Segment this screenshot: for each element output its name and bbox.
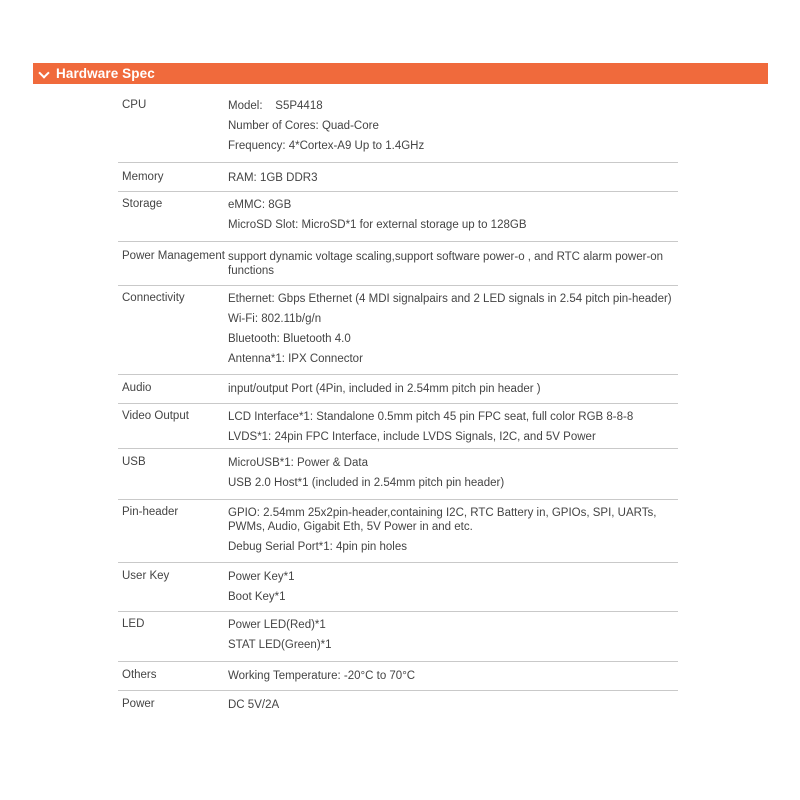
spec-value-line: MicroSD Slot: MicroSD*1 for external storage up to 128GB <box>228 219 527 231</box>
spec-table <box>118 93 678 721</box>
spec-value-line: Bluetooth: Bluetooth 4.0 <box>228 333 351 345</box>
section-title: Hardware Spec <box>56 66 155 81</box>
spec-row <box>118 163 678 192</box>
spec-value-line: Wi-Fi: 802.11b/g/n <box>228 313 322 325</box>
spec-value-line: GPIO: 2.54mm 25x2pin-header,containing I2C, RTC Battery in, GPIOs, SPI, UARTs, PWMs, Audio, Gigabit Eth, 5V Power in and etc. <box>228 507 660 533</box>
spec-value-line: LCD Interface*1: Standalone 0.5mm pitch 45 pin FPC seat, full color RGB 8-8-8 <box>228 411 634 423</box>
spec-value-line: RAM: 1GB DDR3 <box>228 172 318 184</box>
spec-value-line: Power LED(Red)*1 <box>228 619 326 631</box>
spec-value-line: Working Temperature: -20°C to 70°C <box>228 670 416 682</box>
spec-values <box>228 163 678 191</box>
spec-value-line: Number of Cores: Quad-Core <box>228 120 379 132</box>
spec-row <box>118 500 678 563</box>
spec-values <box>228 242 678 285</box>
spec-value-line: eMMC: 8GB <box>228 199 292 211</box>
section-header[interactable] <box>33 63 768 84</box>
chevron-down-icon[interactable] <box>39 63 51 84</box>
spec-value-line: LVDS*1: 24pin FPC Interface, include LVDS Signals, I2C, and 5V Power <box>228 431 596 443</box>
spec-value-line: support dynamic voltage scaling,support software power-o , and RTC alarm power-on functions <box>228 251 667 277</box>
spec-values <box>228 192 678 241</box>
spec-values <box>228 500 678 562</box>
spec-label: Others <box>122 669 157 681</box>
spec-label: Power <box>122 698 155 710</box>
spec-values <box>228 662 678 690</box>
spec-row <box>118 449 678 500</box>
spec-values <box>228 691 678 721</box>
spec-value-line: Debug Serial Port*1: 4pin pin holes <box>228 541 408 553</box>
spec-values <box>228 375 678 403</box>
spec-row <box>118 242 678 286</box>
spec-label: Storage <box>122 198 163 210</box>
spec-row <box>118 192 678 242</box>
spec-label: Connectivity <box>122 292 185 304</box>
spec-row <box>118 612 678 662</box>
spec-value-line: Model: S5P4418 <box>228 100 323 112</box>
spec-label: CPU <box>122 99 147 111</box>
spec-values <box>228 449 678 499</box>
spec-value-line: USB 2.0 Host*1 (included in 2.54mm pitch pin header) <box>228 477 505 489</box>
spec-row <box>118 93 678 163</box>
spec-value-line: Power Key*1 <box>228 571 295 583</box>
spec-row <box>118 563 678 612</box>
spec-label: Power Management <box>122 250 225 262</box>
spec-value-line: Antenna*1: IPX Connector <box>228 353 363 365</box>
spec-label: USB <box>122 456 146 468</box>
spec-row <box>118 691 678 721</box>
spec-row <box>118 286 678 375</box>
spec-label: Video Output <box>122 410 189 422</box>
spec-value-line: Boot Key*1 <box>228 591 286 603</box>
spec-value-line: input/output Port (4Pin, included in 2.54mm pitch pin header ) <box>228 383 541 395</box>
spec-row <box>118 404 678 449</box>
spec-value-line: Ethernet: Gbps Ethernet (4 MDI signalpairs and 2 LED signals in 2.54 pitch pin-header) <box>228 293 672 305</box>
spec-values <box>228 93 678 162</box>
spec-label: Audio <box>122 382 152 394</box>
spec-label: Pin-header <box>122 506 179 518</box>
spec-label: Memory <box>122 171 164 183</box>
spec-values <box>228 612 678 661</box>
spec-row <box>118 662 678 691</box>
spec-value-line: DC 5V/2A <box>228 699 280 711</box>
spec-values <box>228 286 678 374</box>
spec-value-line: Frequency: 4*Cortex-A9 Up to 1.4GHz <box>228 140 425 152</box>
spec-value-line: MicroUSB*1: Power & Data <box>228 457 368 469</box>
spec-values <box>228 404 678 448</box>
spec-label: LED <box>122 618 145 630</box>
spec-label: User Key <box>122 570 170 582</box>
spec-value-line: STAT LED(Green)*1 <box>228 639 332 651</box>
spec-values <box>228 563 678 611</box>
spec-row <box>118 375 678 404</box>
